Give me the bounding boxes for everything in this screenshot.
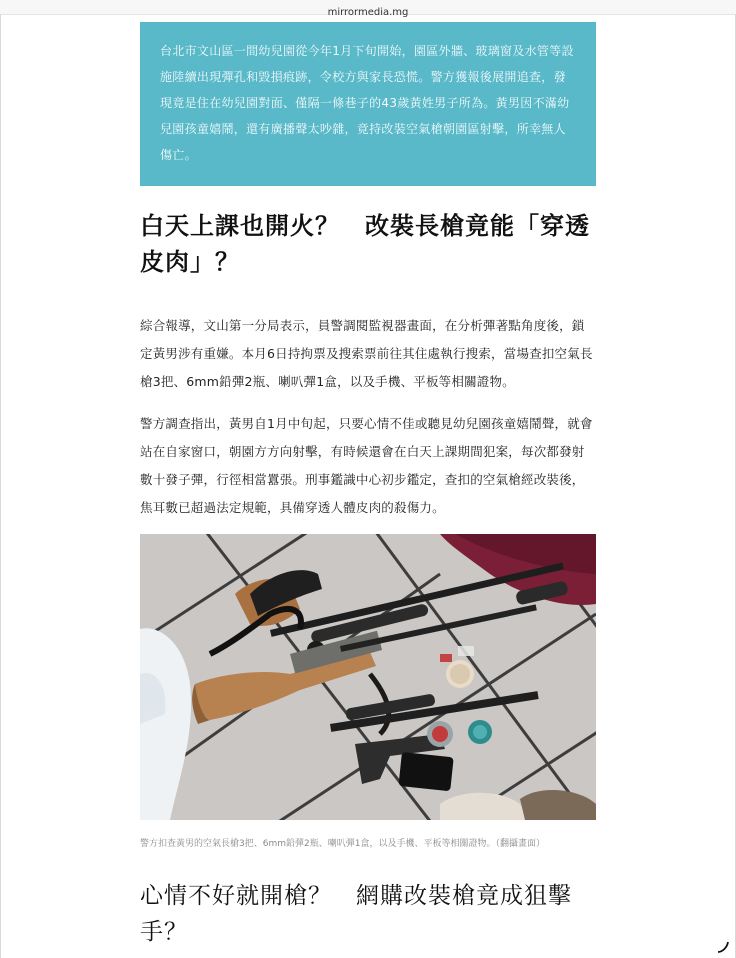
- article-summary-box: [140, 22, 596, 186]
- scroll-indicator-icon: [716, 940, 730, 954]
- section-heading: 白天上課也開火？ 改裝長槍竟能「穿透皮肉」？: [140, 212, 590, 276]
- summary-text: 台北市文山區一間幼兒園從今年1月下旬開始，園區外牆、玻璃窗及水管等設施陸續出現彈孔和毀損痕跡，令校方與家長恐慌。警方獲報後展開追查，發現竟是住在幼兒園對面、僅隔一條巷子的43歲黃姓男子所為。黃男因不滿幼兒園孩童嬉鬧，還有廣播聲太吵雜，竟持改裝空氣槍朝園區射擊，所幸無人傷亡。: [160, 44, 574, 162]
- article-paragraph: 綜合報導，文山第一分局表示，員警調閱監視器畫面，在分析彈著點角度後，鎖定黃男涉有重嫌。本月6日持拘票及搜索票前往其住處執行搜索，當場查扣空氣長槍3把、6mm鉛彈2瓶、喇叭彈1盒，以及手機、平板等相關證物。: [140, 318, 593, 389]
- page-edge-left: [0, 14, 1, 958]
- section-heading: 心情不好就開槍？ 網購改裝槍竟成狙擊手？: [140, 883, 572, 945]
- article-paragraph: 警方調查指出，黃男自1月中旬起，只要心情不佳或聽見幼兒園孩童嬉鬧聲，就會站在自家窗口，朝園方方向射擊，有時候還會在白天上課期間犯案，每次都發射數十發子彈，行徑相當囂張。刑事鑑識中心初步鑑定，查扣的空氣槍經改裝後，焦耳數已超過法定規範，具備穿透人體皮肉的殺傷力。: [140, 416, 593, 515]
- browser-address-bar[interactable]: [0, 0, 736, 18]
- evidence-photo: [140, 534, 596, 820]
- article-body: [140, 22, 596, 945]
- evidence-photo-illustration: [140, 534, 596, 820]
- photo-caption: 警方扣查黃男的空氣長槍3把、6mm鉛彈2瓶、喇叭彈1盒，以及手機、平板等相關證物。（翻攝畫面）: [140, 839, 545, 849]
- url-text: mirrormedia.mg: [327, 7, 409, 18]
